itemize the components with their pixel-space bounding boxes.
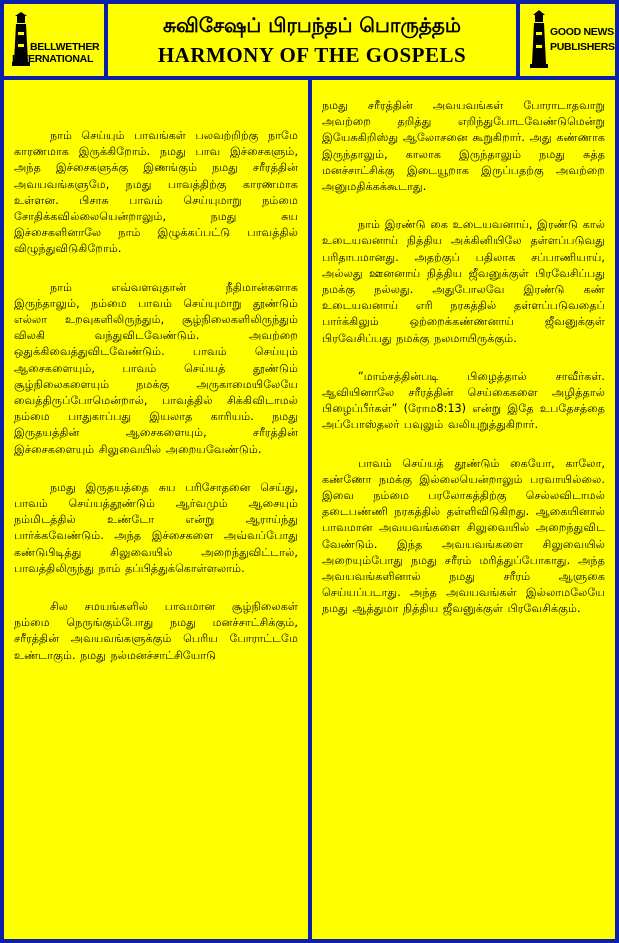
right-column bbox=[312, 80, 615, 939]
logo-right-line1: GOOD NEWS bbox=[550, 26, 614, 38]
paragraph: நமது இருதயத்தை சுய பரிசோதனை செய்து, பாவம் செய்யத்தூண்டும் ஆர்வமும் ஆசையும் நம்மிடத்தில் உண்டோ என்று ஆராய்ந்து பார்க்கவேண்டும். அந்த இச்சைகளை அவ்வப்போது கண்டுபிடித்து சிலுவையில் அறைந்துவிட்டால், பாவத்திலிருந்து நாம் தப்பித்துக்கொள்ளலாம். bbox=[14, 480, 298, 575]
paragraph: பாவம் செய்யத் தூண்டும் கையோ, காலோ, கண்ணோ நமக்கு இல்லையென்றாலும் பரவாயில்லை. இவை நம்மை பரலோகத்திற்கு செல்லவிடாமல் தடைபண்ணி நரகத்தில் தள்ளிவிடுகிறது. ஆகையினால் பாவமான அவயவங்களை சிலுவையில் அறைந்துவிட வேண்டும். இந்த அவயவங்களை சிலுவையில் அறையும்போது நமது சரீரம் மரித்துப்போகாது. அந்த அவயவங்களினால் நமது சரீரம் ஆளுகை செய்யப்படாது. அந்த அவயவங்கள் இல்லாமலேயே நமது ஆத்துமா நித்திய ஜீவனுக்குள் பிரவேசிக்கும். bbox=[322, 456, 605, 616]
bellwether-logo bbox=[4, 4, 104, 76]
title-banner bbox=[108, 4, 516, 76]
paragraph: நாம் செய்யும் பாவங்கள் பலவற்றிற்கு நாமே காரணமாக இருக்கிறோம். நமது பாவ இச்சைகளும், அந்த இச்சைகளுக்கு இணங்கும் நமது சரீரத்தின் அவயவங்களுமே, நமது பாவத்திற்கு காரணமாக உள்ளன. பிசாசு பாவம் செய்யுமாறு நம்மை சோதிக்கவில்லையென்றாலும், நமது சுய இச்சைகளினாலே நாம் இழுக்கப்பட்டு பாவத்தில் விழுந்துவிடுகிறோம். bbox=[14, 129, 298, 256]
paragraph: நாம் எவ்வளவுதான் நீதிமான்களாக இருந்தாலும், நம்மை பாவம் செய்யுமாறு தூண்டும் எல்லா உறவுகளிலிருந்தும், சூழ்நிலைகளிலிருந்தும் விலகி வந்துவிடவேண்டும். அவற்றை ஒதுக்கிவைத்துவிடவேண்டும். பாவம் செய்யும் ஆசைகளையும், பாவம் செய்யத் தூண்டும் சூழ்நிலைகளையும் நமக்கு அருகாமையிலேயே வைத்திருப்போமென்றால், பாவத்தில் சிக்கிவிடாமல் நம்மை பாதுகாப்பது இயலாத காரியம். நமது இருதயத்தின் ஆசைகளையும், சரீரத்தின் இச்சைகளையும் சிலுவையில் அறையவேண்டும். bbox=[14, 280, 298, 456]
left-column bbox=[4, 80, 308, 939]
lighthouse-icon bbox=[530, 10, 548, 68]
logo-left-line2: INTERNATIONAL bbox=[12, 53, 94, 65]
page-title-tamil: சுவிசேஷப் பிரபந்தப் பொருத்தம் bbox=[162, 13, 462, 37]
good-news-logo bbox=[520, 4, 615, 76]
paragraph: “மாம்சத்தின்படி பிழைத்தால் சாவீர்கள். ஆவியினாலே சரீரத்தின் செய்கைகளை அழித்தால் பிழைப்பீர்கள்” (ரோம8:13) என்று இதே உபதேசத்தை அப்போஸ்தலர் பவுலும் வலியுறுத்துகிறார். bbox=[322, 369, 605, 432]
logo-left-line1: BELLWETHER bbox=[30, 41, 100, 53]
paragraph: சில சமயங்களில் பாவமான சூழ்நிலைகள் நம்மை நெருங்கும்போது நமது மனச்சாட்சிக்கும், சரீரத்தின் அவயவங்களுக்கும் பெரிய போராட்டமே உண்டாகும். நமது நல்மனச்சாட்சியோடு bbox=[14, 600, 298, 662]
logo-right-line2: PUBLISHERS bbox=[550, 41, 615, 53]
paragraph: நாம் இரண்டு கை உடையவனாய், இரண்டு கால் உடையவனாய் நித்திய அக்கினியிலே தள்ளப்படுவது பரிதாபமானது. அதற்குப் பதிலாக சப்பாணியாய், அல்லது ஊனனாய் நித்திய ஜீவனுக்குள் பிரவேசிப்பது நமக்கு நல்லது. அதுபோலவே இரண்டு கண் உடையவனாய் எரி நரகத்தில் தள்ளப்படுவதைப் பார்க்கிலும் ஒற்றைக்கண்ணனாய் ஜீவனுக்குள் பிரவேசிப்பது நமக்கு நலமாயிருக்கும். bbox=[322, 218, 605, 345]
paragraph: நமது சரீரத்தின் அவயவங்கள் போராடாதவாறு அவற்றை தறித்து எறிந்துபோடவேண்டுமென்று இயேசுகிறிஸ்து ஆலோசனை கூறுகிறார். அது கண்ணாக இருந்தாலும், காலாக இருந்தாலும் நமது சுத்த மனச்சாட்சிக்கு இடையூறாக இருப்பதற்கு அவற்றை அனுமதிக்கக்கூடாது. bbox=[322, 99, 605, 194]
page-title-english: HARMONY OF THE GOSPELS bbox=[157, 43, 467, 67]
